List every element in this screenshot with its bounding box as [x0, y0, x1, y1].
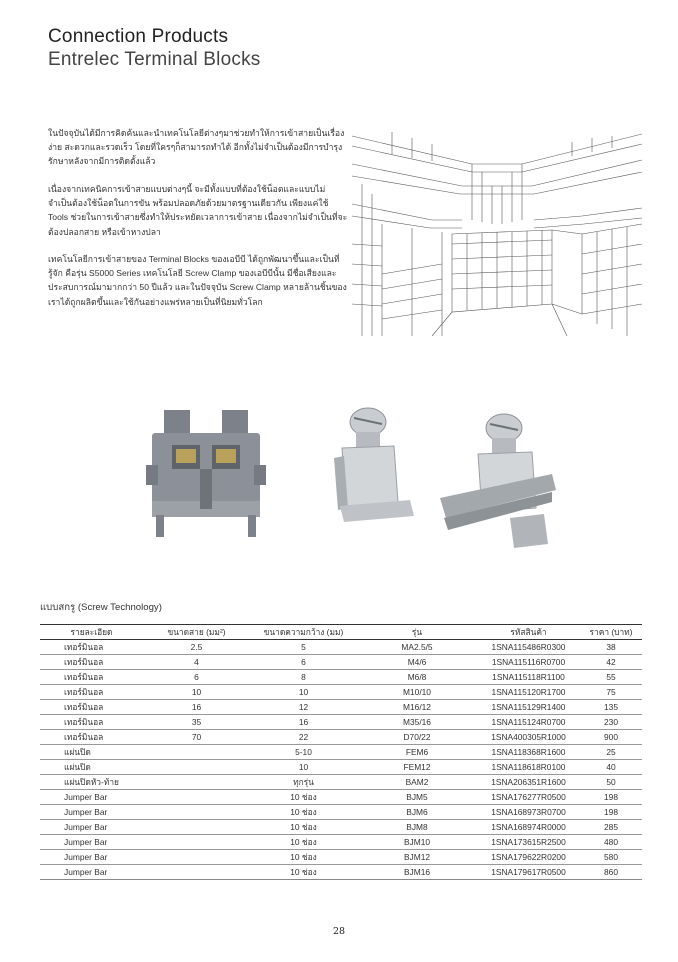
table-cell: [143, 775, 250, 790]
table-cell: Jumper Bar: [40, 865, 143, 880]
table-cell: [143, 820, 250, 835]
table-cell: Jumper Bar: [40, 790, 143, 805]
page-title: Connection Products: [48, 26, 229, 47]
table-cell: 1SNA206351R1600: [477, 775, 580, 790]
table-cell: [143, 850, 250, 865]
table-cell: BJM6: [357, 805, 477, 820]
table-cell: 1SNA118368R1600: [477, 745, 580, 760]
table-cell: 42: [580, 655, 642, 670]
table-cell: 5: [250, 640, 357, 655]
table-row: [40, 670, 642, 685]
table-cell: [143, 745, 250, 760]
column-header: ขนาดความกว้าง (มม): [250, 625, 357, 640]
table-cell: 1SNA179622R0200: [477, 850, 580, 865]
table-cell: 10: [250, 685, 357, 700]
table-cell: เทอร์มินอล: [40, 640, 143, 655]
column-header: รหัสสินค้า: [477, 625, 580, 640]
screw-clamp-image: [320, 398, 420, 534]
table-cell: FEM6: [357, 745, 477, 760]
table-cell: 6: [143, 670, 250, 685]
price-table: [40, 624, 642, 880]
page-number: 28: [332, 926, 346, 937]
table-cell: 10 ช่อง: [250, 835, 357, 850]
table-cell: BJM5: [357, 790, 477, 805]
table-cell: [143, 790, 250, 805]
table-cell: แผ่นปิดหัว-ท้าย: [40, 775, 143, 790]
screw-clamp-jumper-image: [440, 398, 556, 548]
table-row: [40, 685, 642, 700]
table-cell: 75: [580, 685, 642, 700]
column-header: รุ่น: [357, 625, 477, 640]
table-cell: 285: [580, 820, 642, 835]
table-cell: 860: [580, 865, 642, 880]
table-cell: เทอร์มินอล: [40, 715, 143, 730]
table-cell: Jumper Bar: [40, 805, 143, 820]
table-row: [40, 640, 642, 655]
table-cell: MA2.5/5: [357, 640, 477, 655]
table-cell: 1SNA118618R0100: [477, 760, 580, 775]
table-cell: [143, 835, 250, 850]
table-cell: ทุกรุ่น: [250, 775, 357, 790]
table-cell: M4/6: [357, 655, 477, 670]
table-cell: M35/16: [357, 715, 477, 730]
table-cell: 50: [580, 775, 642, 790]
table-row: [40, 775, 642, 790]
section-title: แบบสกรู (Screw Technology): [40, 602, 162, 613]
table-cell: 1SNA173615R2500: [477, 835, 580, 850]
table-cell: 1SNA115118R1100: [477, 670, 580, 685]
table-cell: M6/8: [357, 670, 477, 685]
table-cell: 1SNA115116R0700: [477, 655, 580, 670]
table-cell: BJM16: [357, 865, 477, 880]
table-cell: M16/12: [357, 700, 477, 715]
table-cell: 1SNA168973R0700: [477, 805, 580, 820]
table-cell: 55: [580, 670, 642, 685]
table-cell: M10/10: [357, 685, 477, 700]
table-cell: 1SNA115129R1400: [477, 700, 580, 715]
table-cell: 25: [580, 745, 642, 760]
table-cell: FEM12: [357, 760, 477, 775]
table-cell: 1SNA179617R0500: [477, 865, 580, 880]
table-cell: 22: [250, 730, 357, 745]
column-header: ขนาดสาย (มม²): [143, 625, 250, 640]
table-row: [40, 715, 642, 730]
table-cell: [143, 760, 250, 775]
table-cell: 12: [250, 700, 357, 715]
table-cell: BJM12: [357, 850, 477, 865]
table-cell: 230: [580, 715, 642, 730]
column-header: รายละเอียด: [40, 625, 143, 640]
table-cell: เทอร์มินอล: [40, 685, 143, 700]
table-body: [40, 640, 642, 880]
table-cell: 1SNA115124R0700: [477, 715, 580, 730]
table-row: [40, 730, 642, 745]
table-cell: 10: [143, 685, 250, 700]
terminal-block-front-image: [142, 405, 270, 545]
table-row: [40, 790, 642, 805]
table-cell: 580: [580, 850, 642, 865]
table-row: [40, 655, 642, 670]
table-cell: [143, 865, 250, 880]
table-cell: 1SNA168974R0000: [477, 820, 580, 835]
table-cell: เทอร์มินอล: [40, 700, 143, 715]
table-row: [40, 865, 642, 880]
table-cell: 35: [143, 715, 250, 730]
table-cell: BJM10: [357, 835, 477, 850]
table-cell: เทอร์มินอล: [40, 730, 143, 745]
table-cell: 1SNA115120R1700: [477, 685, 580, 700]
intro-paragraph-2: เนื่องจากเทคนิคการเข้าสายแบบต่างๆนี้ จะมีทั้งแบบที่ต้องใช้น็อตและแบบไม่จำเป็นต้องใช้น็อตในการขัน พร้อมปลอดภัยด้วยมาตรฐานเดียวกัน เพียงแค่ใช้ Tools ช่วยในการเข้าสายซึ่งทำให้ประหยัดเวลาการเข้าสาย เนื่องจากไม่จำเป็นที่จะต้องปลอกสาย หรือเข้าหางปลา: [48, 184, 348, 237]
table-cell: แผ่นปิด: [40, 760, 143, 775]
table-row: [40, 820, 642, 835]
table-cell: 10 ช่อง: [250, 805, 357, 820]
table-cell: 10 ช่อง: [250, 850, 357, 865]
table-row: [40, 760, 642, 775]
table-cell: 10: [250, 760, 357, 775]
table-row: [40, 700, 642, 715]
table-cell: 6: [250, 655, 357, 670]
table-cell: แผ่นปิด: [40, 745, 143, 760]
page-subtitle: Entrelec Terminal Blocks: [48, 49, 261, 70]
table-header-row: [40, 625, 642, 640]
table-cell: 10 ช่อง: [250, 865, 357, 880]
table-cell: 198: [580, 790, 642, 805]
intro-paragraph-3: เทคโนโลยีการเข้าสายของ Terminal Blocks ของเอบีบี ได้ถูกพัฒนาขึ้นและเป็นที่รู้จัก คือรุ่น S5000 Series เทคโนโลยี Screw Clamp ของเอบีบีนั้น มีชื่อเสียงและประสบการณ์มามากกว่า 50 ปีแล้ว และในปัจจุบัน Screw Clamp หลายล้านชิ้นของเราได้ถูกผลิตขึ้นและใช้กันอย่างแพร่หลายเป็นที่นิยมทั่วโลก: [48, 254, 347, 307]
table-cell: D70/22: [357, 730, 477, 745]
table-cell: 10 ช่อง: [250, 820, 357, 835]
table-cell: 900: [580, 730, 642, 745]
table-cell: 10 ช่อง: [250, 790, 357, 805]
table-cell: 40: [580, 760, 642, 775]
table-cell: 135: [580, 700, 642, 715]
table-cell: 480: [580, 835, 642, 850]
table-cell: 4: [143, 655, 250, 670]
table-cell: 8: [250, 670, 357, 685]
table-cell: เทอร์มินอล: [40, 655, 143, 670]
table-row: [40, 805, 642, 820]
table-cell: 198: [580, 805, 642, 820]
table-cell: 16: [143, 700, 250, 715]
table-row: [40, 850, 642, 865]
table-cell: 16: [250, 715, 357, 730]
table-cell: 2.5: [143, 640, 250, 655]
table-row: [40, 835, 642, 850]
table-cell: 1SNA176277R0500: [477, 790, 580, 805]
table-cell: 70: [143, 730, 250, 745]
table-cell: BJM8: [357, 820, 477, 835]
table-cell: Jumper Bar: [40, 850, 143, 865]
intro-paragraph-1: ในปัจจุบันได้มีการคิดค้นและนำเทคโนโลยีต่างๆมาช่วยทำให้การเข้าสายเป็นเรื่องง่าย สะดวกและรวดเร็ว โดยที่ใครๆก็สามารถทำได้ อีกทั้งไม่จำเป็นต้องมีการบำรุงรักษาหลังจากมีการติดตั้งแล้ว: [48, 128, 345, 167]
column-header: ราคา (บาท): [580, 625, 642, 640]
table-cell: Jumper Bar: [40, 820, 143, 835]
table-cell: เทอร์มินอล: [40, 670, 143, 685]
table-cell: 38: [580, 640, 642, 655]
terminal-city-illustration: [352, 124, 642, 336]
table-cell: 5-10: [250, 745, 357, 760]
table-row: [40, 745, 642, 760]
table-cell: BAM2: [357, 775, 477, 790]
table-cell: 1SNA400305R1000: [477, 730, 580, 745]
table-cell: [143, 805, 250, 820]
table-cell: Jumper Bar: [40, 835, 143, 850]
table-cell: 1SNA115486R0300: [477, 640, 580, 655]
